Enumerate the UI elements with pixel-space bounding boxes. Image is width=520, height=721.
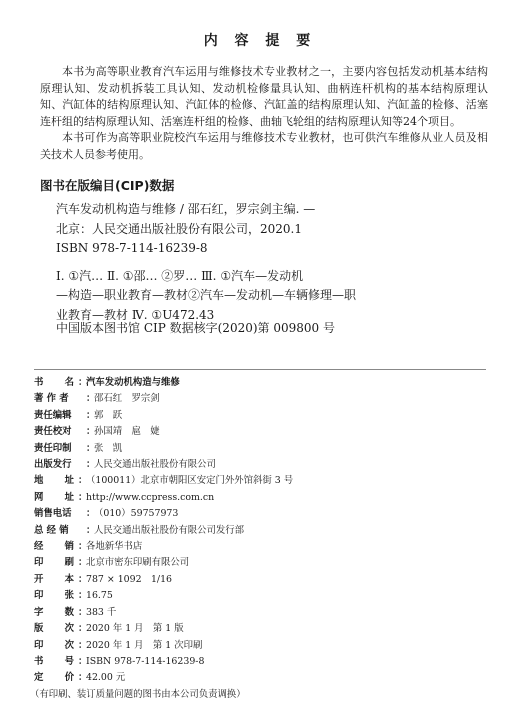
info-row (34, 670, 494, 686)
info-label-char: 网 (34, 491, 44, 503)
cip-line-2: 北京：人民交通出版社股份有限公司，2020.1 (56, 221, 302, 236)
info-colon: ： (78, 377, 88, 388)
info-label-char: 张 (64, 590, 74, 602)
info-row (34, 457, 494, 473)
info-label: 销售电话 (34, 508, 72, 520)
info-row (34, 588, 494, 604)
info-row (34, 638, 494, 654)
info-value: 383 千 (86, 606, 117, 618)
info-label-char: 本 (64, 573, 74, 585)
info-colon: ： (86, 393, 96, 405)
info-label-char: 印 (34, 639, 44, 651)
info-label (34, 588, 74, 604)
info-value: 邵石红 罗宗剑 (94, 393, 160, 405)
cip-line-3: ISBN 978-7-114-16239-8 (56, 241, 208, 256)
info-label (34, 490, 74, 506)
info-value: （010）59757973 (94, 508, 179, 520)
info-label (34, 555, 74, 571)
cip-line-5: Ⅰ. ①汽… Ⅱ. ①邵… ②罗… Ⅲ. ①汽车—发动机 (56, 268, 304, 283)
info-label-char: 价 (64, 672, 74, 684)
info-value: （100011）北京市朝阳区安定门外外馆斜街 3 号 (86, 475, 294, 487)
info-label-char: 印 (34, 590, 44, 602)
info-label: 责任印制 (34, 442, 72, 454)
info-colon: ： (78, 655, 88, 667)
info-colon: ： (78, 573, 88, 585)
info-label-char: 址 (64, 491, 74, 503)
info-row (34, 424, 494, 440)
info-value: 2020 年 1 月 第 1 版 (86, 623, 184, 635)
info-label-char: 销 (64, 541, 74, 553)
info-colon: ： (86, 409, 96, 421)
info-label (34, 621, 74, 637)
info-value: 2020 年 1 月 第 1 次印刷 (86, 639, 203, 651)
info-value: http://www.ccpress.com.cn (86, 491, 215, 503)
divider (34, 369, 486, 370)
summary-text (40, 64, 488, 164)
info-label-char: 名 (64, 377, 74, 388)
info-label-char: 址 (64, 475, 74, 487)
summary-paragraph-2: 本书可作为高等职业院校汽车运用与维修技术专业教材，也可供汽车维修从业人员及相关技术人员参考使用。 (40, 131, 488, 161)
info-label-char: 次 (64, 623, 74, 635)
info-value: 人民交通出版社股份有限公司发行部 (94, 524, 245, 536)
info-label (34, 572, 74, 588)
cip-line-7: 业教育—教材 Ⅳ. ①U472.43 (56, 307, 215, 322)
info-label-char: 地 (34, 475, 44, 487)
info-label (34, 654, 74, 670)
cip-line-6: —构造—职业教育—教材②汽车—发动机—车辆修理—职 (56, 288, 357, 303)
info-label: 出版发行 (34, 459, 72, 471)
info-row (34, 506, 494, 522)
info-label (34, 638, 74, 654)
info-label (34, 473, 74, 489)
info-label-char: 开 (34, 573, 44, 585)
info-value: 16.75 (86, 590, 113, 602)
info-label-char: 书 (34, 377, 44, 388)
info-label-char: 版 (34, 623, 44, 635)
info-colon: ： (78, 557, 88, 569)
info-value: 各地新华书店 (86, 541, 143, 553)
info-value: 北京市密东印刷有限公司 (86, 557, 190, 569)
info-row (34, 654, 494, 670)
info-label (34, 670, 74, 686)
info-row (34, 523, 494, 539)
info-row (34, 605, 494, 621)
publication-info (30, 375, 494, 703)
info-row (34, 572, 494, 588)
info-colon: ： (78, 606, 88, 618)
info-label-char: 次 (64, 639, 74, 651)
info-row (34, 375, 494, 391)
info-colon: ： (78, 541, 88, 553)
info-colon: ： (86, 442, 96, 454)
info-label-char: 字 (34, 606, 44, 618)
cip-spacer (56, 259, 496, 267)
info-colon: ： (86, 459, 96, 471)
info-value: 孙国靖 扈 婕 (94, 426, 160, 438)
info-row (34, 408, 494, 424)
info-row (34, 621, 494, 637)
footnote: （有印刷、装订质量问题的图书由本公司负责调换） (30, 688, 246, 700)
info-label: 著 作 者 (34, 393, 69, 405)
info-colon: ： (78, 491, 88, 503)
info-colon: ： (78, 623, 88, 635)
info-label: 总 经 销 (34, 524, 69, 536)
info-value: 汽车发动机构造与维修 (86, 377, 180, 388)
info-label: 责任校对 (34, 426, 72, 438)
info-label (34, 539, 74, 555)
cip-record (56, 200, 496, 326)
info-row (34, 555, 494, 571)
cip-line-1: 汽车发动机构造与维修 / 邵石红，罗宗剑主编. — (56, 202, 316, 216)
info-value: 郭 跃 (94, 409, 123, 421)
info-label (34, 375, 74, 391)
info-colon: ： (78, 590, 88, 602)
info-colon: ： (78, 639, 88, 651)
info-value: 人民交通出版社股份有限公司 (94, 459, 216, 471)
info-row (34, 473, 494, 489)
info-colon: ： (78, 475, 88, 487)
info-colon: ： (86, 508, 96, 520)
cip-title: 图书在版编目(CIP)数据 (40, 178, 175, 193)
info-value: 张 凯 (94, 442, 123, 454)
info-colon: ： (78, 672, 88, 684)
info-value: 42.00 元 (86, 672, 126, 684)
info-row (34, 490, 494, 506)
info-colon: ： (86, 524, 96, 536)
summary-heading: 内 容 提 要 (203, 33, 317, 49)
info-label-char: 印 (34, 557, 44, 569)
info-value: ISBN 978-7-114-16239-8 (86, 655, 205, 667)
info-label-char: 号 (64, 655, 74, 667)
info-label (34, 605, 74, 621)
info-row (34, 441, 494, 457)
info-row (34, 391, 494, 407)
info-colon: ： (86, 426, 96, 438)
summary-paragraph-1: 本书为高等职业教育汽车运用与维修技术专业教材之一，主要内容包括发动机基本结构原理认知、发动机拆装工具认知、发动机检修量具认知、曲柄连杆机构的基本结构原理认知、汽缸体的结构原理认知、汽缸体的检修、汽缸盖的结构原理认知、汽缸盖的检修、活塞连杆组的结构原理认知、活塞连杆组的检修、曲轴飞轮组的结构原理认知等24个项目。 (40, 65, 488, 128)
cip-record-number: 中国版本图书馆 CIP 数据核字(2020)第 009800 号 (56, 321, 335, 335)
info-label-char: 书 (34, 655, 44, 667)
info-label: 责任编辑 (34, 409, 72, 421)
info-label-char: 刷 (64, 557, 74, 569)
info-value: 787 × 1092 1/16 (86, 573, 172, 585)
info-label-char: 数 (64, 606, 74, 618)
info-row (34, 539, 494, 555)
info-label-char: 经 (34, 541, 44, 553)
info-label-char: 定 (34, 672, 44, 684)
